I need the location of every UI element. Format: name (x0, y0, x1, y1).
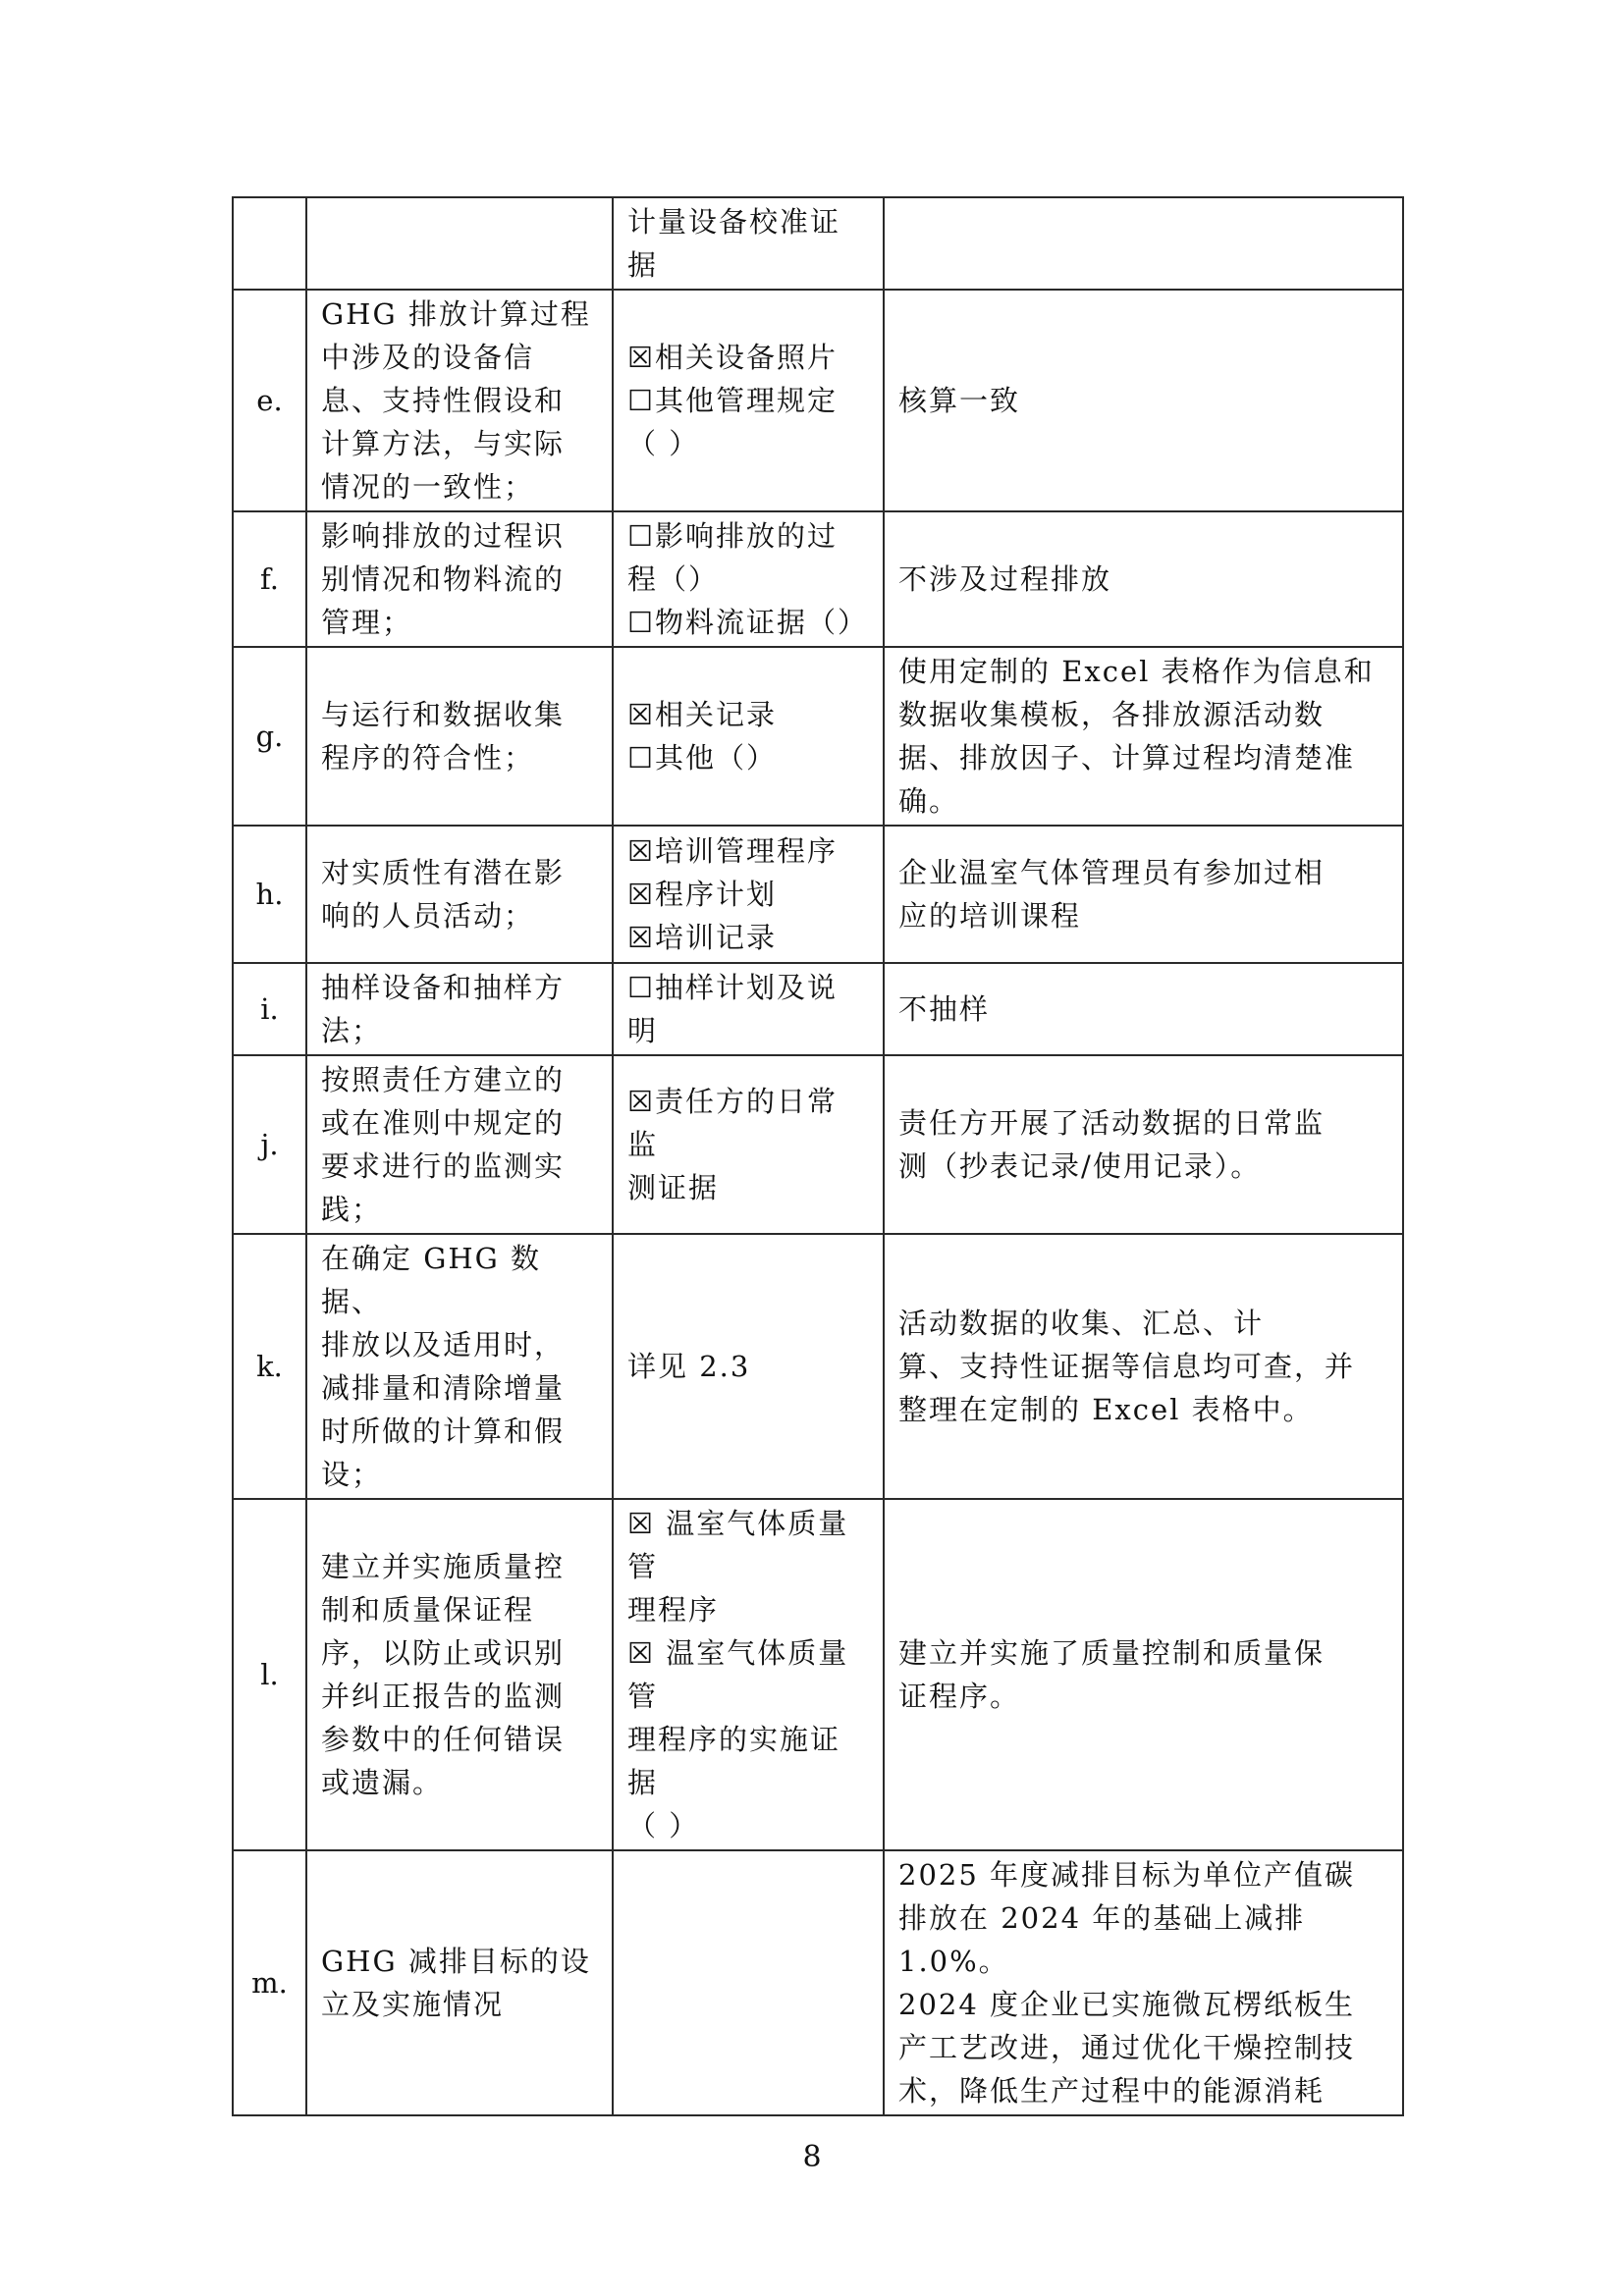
evidence-line: 理程序的实施证 (627, 1723, 841, 1756)
conclusion-line: 1.0%。 (898, 1945, 1009, 1978)
evidence-line: ☒培训记录 (627, 921, 777, 954)
item-number-cell: l. (233, 1499, 306, 1850)
item-number-cell: e. (233, 290, 306, 511)
conclusion-line: 产工艺改进，通过优化干燥控制技 (898, 2031, 1356, 2064)
evidence-line: 管 (627, 1550, 659, 1583)
conclusion-line: 2024 度企业已实施微瓦楞纸板生 (898, 1988, 1356, 2021)
conclusion-line: 整理在定制的 Excel 表格中。 (898, 1393, 1314, 1426)
requirement-cell (306, 1850, 613, 2115)
requirement-line: 设； (321, 1458, 383, 1491)
requirement-line: GHG 排放计算过程 (321, 297, 591, 331)
evidence-line: 明 (627, 1014, 659, 1047)
requirement-cell (306, 290, 613, 511)
evidence-line: 监 (627, 1128, 659, 1161)
conclusion-line: 数据收集模板，各排放源活动数 (898, 698, 1326, 731)
evidence-line: ☒培训管理程序 (627, 834, 838, 868)
requirement-line: 减排量和清除增量 (321, 1371, 566, 1405)
evidence-line: 管 (627, 1680, 659, 1713)
table-row (233, 197, 1403, 290)
table-row (233, 647, 1403, 826)
item-number-cell: g. (233, 647, 306, 826)
conclusion-line: 核算一致 (898, 384, 1021, 417)
conclusion-cell (884, 1850, 1403, 2115)
conclusion-line: 建立并实施了质量控制和质量保 (898, 1636, 1326, 1670)
requirement-cell (306, 1499, 613, 1850)
table-row (233, 511, 1403, 647)
conclusion-cell (884, 1234, 1403, 1499)
verification-table (232, 196, 1404, 2116)
conclusion-line: 2025 年度减排目标为单位产值碳 (898, 1858, 1356, 1892)
table-row (233, 963, 1403, 1055)
evidence-cell (613, 511, 884, 647)
requirement-line: 法； (321, 1014, 383, 1047)
requirement-cell (306, 197, 613, 290)
item-number-cell: f. (233, 511, 306, 647)
conclusion-cell (884, 647, 1403, 826)
requirement-line: 排放以及适用时， (321, 1328, 566, 1362)
requirement-line: 中涉及的设备信 (321, 341, 535, 374)
requirement-line: 制和质量保证程 (321, 1593, 535, 1627)
evidence-line: ☒程序计划 (627, 878, 777, 911)
evidence-line: 详见 2.3 (627, 1350, 751, 1383)
evidence-line: ☐其他管理规定 (627, 384, 838, 417)
requirement-line: 管理； (321, 606, 413, 639)
evidence-line: ☒ 温室气体质量 (627, 1636, 849, 1670)
requirement-line: 参数中的任何错误 (321, 1723, 566, 1756)
evidence-line: 据 (627, 1766, 659, 1799)
evidence-line: 测证据 (627, 1171, 720, 1204)
requirement-line: 立及实施情况 (321, 1988, 505, 2021)
conclusion-cell (884, 963, 1403, 1055)
requirement-line: 序，以防止或识别 (321, 1636, 566, 1670)
conclusion-line: 证程序。 (898, 1680, 1021, 1713)
requirement-line: 时所做的计算和假 (321, 1415, 566, 1448)
requirement-line: 影响排放的过程识 (321, 519, 566, 553)
conclusion-line: 不抽样 (898, 992, 991, 1026)
evidence-line: ☒相关记录 (627, 698, 777, 731)
requirement-cell (306, 1055, 613, 1234)
conclusion-line: 使用定制的 Excel 表格作为信息和 (898, 655, 1375, 688)
item-number-cell (233, 197, 306, 290)
item-number-cell: j. (233, 1055, 306, 1234)
conclusion-cell (884, 1499, 1403, 1850)
requirement-cell (306, 647, 613, 826)
evidence-line: 据 (627, 248, 659, 282)
requirement-line: 情况的一致性； (321, 470, 535, 504)
conclusion-line: 应的培训课程 (898, 899, 1082, 933)
conclusion-cell (884, 826, 1403, 963)
conclusion-cell (884, 1055, 1403, 1234)
requirement-line: 程序的符合性； (321, 741, 535, 774)
table-row (233, 1234, 1403, 1499)
conclusion-line: 不涉及过程排放 (898, 562, 1112, 596)
evidence-line: ☒相关设备照片 (627, 341, 838, 374)
page-number: 8 (802, 2140, 822, 2174)
evidence-cell (613, 197, 884, 290)
conclusion-line: 算、支持性证据等信息均可查，并 (898, 1350, 1356, 1383)
requirement-line: 或遗漏。 (321, 1766, 444, 1799)
conclusion-line: 术，降低生产过程中的能源消耗 (898, 2074, 1326, 2108)
requirement-line: 与运行和数据收集 (321, 698, 566, 731)
evidence-line: （ ） (627, 427, 700, 460)
evidence-cell (613, 1055, 884, 1234)
requirement-line: 并纠正报告的监测 (321, 1680, 566, 1713)
table-body (233, 197, 1403, 2115)
evidence-line: ☐抽样计划及说 (627, 971, 838, 1004)
evidence-cell (613, 963, 884, 1055)
requirement-line: 抽样设备和抽样方 (321, 971, 566, 1004)
requirement-line: 计算方法，与实际 (321, 427, 566, 460)
evidence-line: 计量设备校准证 (627, 205, 841, 239)
evidence-line: ☒责任方的日常 (627, 1085, 838, 1118)
evidence-line: 程（） (627, 562, 720, 596)
table-row (233, 1850, 1403, 2115)
requirement-line: 息、支持性假设和 (321, 384, 566, 417)
requirement-line: 响的人员活动； (321, 899, 535, 933)
requirement-line: 别情况和物料流的 (321, 562, 566, 596)
requirement-cell (306, 826, 613, 963)
evidence-line: ☐物料流证据（） (627, 606, 868, 639)
conclusion-line: 确。 (898, 784, 960, 818)
conclusion-cell (884, 197, 1403, 290)
requirement-line: 要求进行的监测实 (321, 1149, 566, 1183)
requirement-cell (306, 1234, 613, 1499)
evidence-cell (613, 1234, 884, 1499)
conclusion-line: 测（抄表记录/使用记录）。 (898, 1149, 1262, 1183)
conclusion-cell (884, 511, 1403, 647)
table-row (233, 1499, 1403, 1850)
evidence-line: 理程序 (627, 1593, 720, 1627)
conclusion-line: 据、排放因子、计算过程均清楚准 (898, 741, 1356, 774)
conclusion-line: 责任方开展了活动数据的日常监 (898, 1106, 1326, 1140)
item-number-cell: i. (233, 963, 306, 1055)
evidence-cell (613, 826, 884, 963)
table-row (233, 290, 1403, 511)
evidence-cell (613, 1850, 884, 2115)
evidence-line: ☐其他（） (627, 741, 777, 774)
evidence-line: ☒ 温室气体质量 (627, 1507, 849, 1540)
conclusion-line: 排放在 2024 年的基础上减排 (898, 1901, 1306, 1935)
item-number-cell: m. (233, 1850, 306, 2115)
requirement-line: 对实质性有潜在影 (321, 856, 566, 889)
requirement-line: 在确定 GHG 数据、 (321, 1242, 542, 1318)
table-row (233, 1055, 1403, 1234)
conclusion-line: 活动数据的收集、汇总、计 (898, 1307, 1265, 1340)
requirement-cell (306, 963, 613, 1055)
conclusion-line: 企业温室气体管理员有参加过相 (898, 856, 1326, 889)
table-row (233, 826, 1403, 963)
requirement-line: 或在准则中规定的 (321, 1106, 566, 1140)
item-number-cell: k. (233, 1234, 306, 1499)
requirement-line: GHG 减排目标的设 (321, 1945, 591, 1978)
requirement-cell (306, 511, 613, 647)
evidence-cell (613, 290, 884, 511)
evidence-line: （ ） (627, 1809, 700, 1842)
evidence-line: ☐影响排放的过 (627, 519, 838, 553)
requirement-line: 建立并实施质量控 (321, 1550, 566, 1583)
evidence-cell (613, 647, 884, 826)
conclusion-cell (884, 290, 1403, 511)
evidence-cell (613, 1499, 884, 1850)
item-number-cell: h. (233, 826, 306, 963)
requirement-line: 按照责任方建立的 (321, 1063, 566, 1096)
requirement-line: 践； (321, 1193, 383, 1226)
